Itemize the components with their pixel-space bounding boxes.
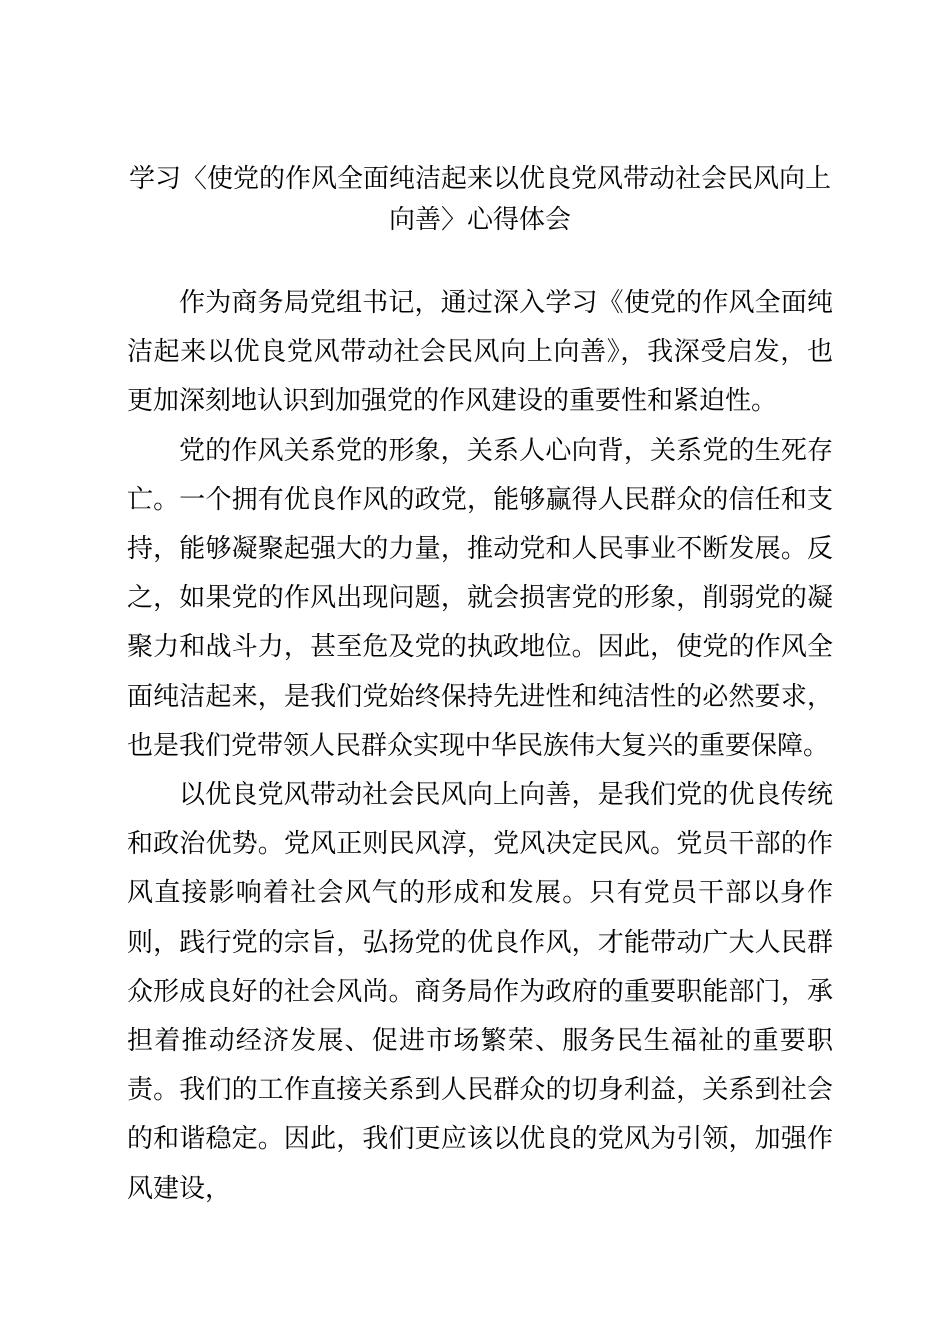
paragraph-2: 党的作风关系党的形象，关系人心向背，关系党的生死存亡。一个拥有优良作风的政党，能够赢得人民群众的信任和支持，能够凝聚起强大的力量，推动党和人民事业不断发展。反之，如果党的作风出现问题，就会损害党的形象，削弱党的凝聚力和战斗力，甚至危及党的执政地位。因此，使党的作风全面纯洁起来，是我们党始终保持先进性和纯洁性的必然要求，也是我们党带领人民群众实现中华民族伟大复兴的重要保障。	[127, 435, 833, 761]
paragraph-1: 作为商务局党组书记，通过深入学习《使党的作风全面纯洁起来以优良党风带动社会民风向上向善》，我深受启发，也更加深刻地认识到加强党的作风建设的重要性和紧迫性。	[127, 288, 833, 417]
document-title: 学习〈使党的作风全面纯洁起来以优良党风带动社会民风向上向善〉心得体会	[128, 164, 831, 235]
document-body	[127, 279, 833, 1214]
paragraph-3: 以优良党风带动社会民风向上向善，是我们党的优良传统和政治优势。党风正则民风淳，党风决定民风。党员干部的作风直接影响着社会风气的形成和发展。只有党员干部以身作则，践行党的宗旨，弘扬党的优良作风，才能带动广大人民群众形成良好的社会风尚。商务局作为政府的重要职能部门，承担着推动经济发展、促进市场繁荣、服务民生福祉的重要职责。我们的工作直接关系到人民群众的切身利益，关系到社会的和谐稳定。因此，我们更应该以优良的党风为引领，加强作风建设，	[127, 780, 833, 1204]
